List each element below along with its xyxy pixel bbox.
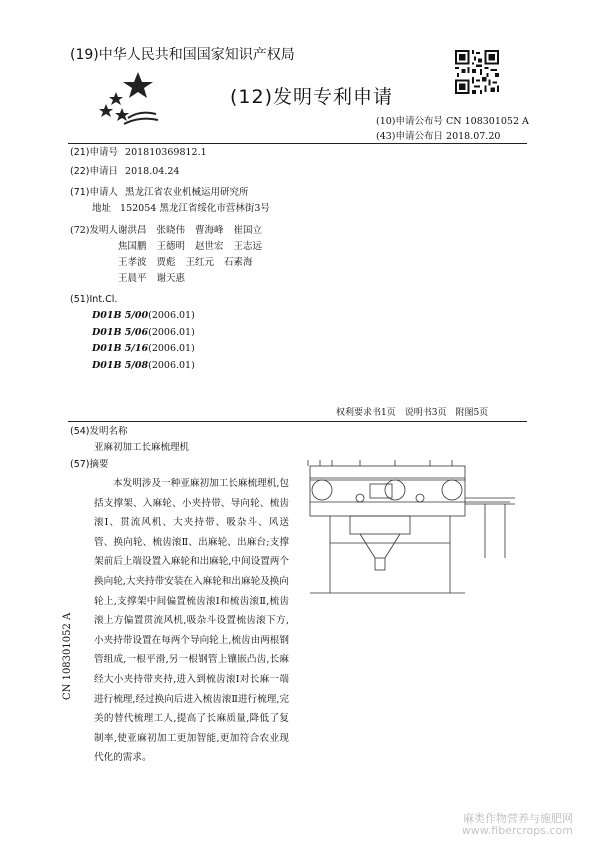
inventor-name: 谢洪昌	[118, 225, 147, 236]
abstract-label: (57)摘要	[70, 459, 109, 470]
publication-date: (43)申请公布日 2018.07.20	[376, 131, 501, 142]
inventor-name: 王孝波	[118, 257, 147, 268]
watermark-url: www.fibercrops.com	[461, 824, 573, 837]
ipc-entry	[92, 308, 195, 325]
intcl-label: (51)Int.Cl.	[70, 294, 118, 305]
inventor-name: 曹海峰	[195, 225, 224, 236]
ipc-entry	[92, 325, 195, 342]
watermark-name: 麻类作物营养与施肥网	[463, 812, 573, 825]
ipc-version: (2006.01)	[148, 359, 195, 371]
application-number-row	[70, 145, 207, 161]
inventors-line	[118, 223, 318, 239]
ipc-entry	[92, 341, 195, 358]
inventor-name: 谢天惠	[156, 273, 186, 284]
inventors-label: (72)发明人	[70, 225, 119, 236]
ipc-entry	[92, 358, 195, 375]
abstract-body	[94, 474, 289, 768]
applicant: 黑龙江省农业机械运用研究所	[125, 187, 249, 198]
inventor-name: 王德明	[156, 241, 186, 252]
application-date: 2018.04.24	[125, 166, 180, 177]
inventor-name: 王红元	[185, 257, 215, 268]
inventor-name: 王晨平	[118, 273, 147, 284]
side-publication-number: CN 108301052 A	[62, 612, 73, 700]
ipc-code: D01B 5/00	[92, 310, 149, 321]
inventors-line	[118, 239, 318, 255]
inventor-name: 张晓伟	[156, 225, 186, 236]
inventors-list	[118, 223, 318, 287]
ipc-code: D01B 5/16	[92, 343, 149, 354]
inventor-name: 王志远	[233, 241, 263, 252]
application-date-row	[70, 164, 179, 180]
inventor-name: 贾彪	[156, 257, 176, 268]
ipc-version: (2006.01)	[148, 343, 195, 354]
publication-number: (10)申请公布号 CN 108301052 A	[376, 116, 529, 127]
pages-info: 权利要求书1页 说明书3页 附图5页	[336, 408, 489, 418]
inventor-name: 石素海	[224, 257, 253, 268]
application-number-label: (21)申请号	[70, 147, 119, 158]
address: 152054 黑龙江省绥化市营林街3号	[120, 203, 270, 214]
address-label: 地址	[92, 203, 112, 214]
document-kind: (12)发明专利申请	[230, 86, 394, 108]
application-number: 201810369812.1	[125, 147, 207, 158]
applicant-label: (71)申请人	[70, 187, 119, 198]
abstract-figure	[300, 458, 525, 606]
ipc-version: (2006.01)	[148, 326, 195, 338]
invention-title: 亚麻初加工长麻梳理机	[94, 442, 190, 453]
abstract-text: 本发明涉及一种亚麻初加工长麻梳理机,包括支撑架、入麻轮、小夹持带、导向轮、梳齿滚Ⅰ、贯流风机、大夹持带、吸杂斗、风送管、换向轮、梳齿滚Ⅱ、出麻轮、出麻台;支撑架前后上端设置入麻轮和出麻轮,中间设置两个换向轮,大夹持带安装在入麻轮和出麻轮及换向轮上,支撑架中间偏置梳齿滚Ⅰ和梳齿滚Ⅱ,梳齿滚上方偏置贯流风机,吸杂斗设置梳齿滚下方,小夹持带设置在每两个导向轮上,梳齿由两根钢管组成,一根平滑,另一根钢管上镶嵌凸齿,长麻经大小夹持带夹持,进入到梳齿滚Ⅰ对长麻一端进行梳理,经过换向后进入梳齿滚Ⅱ进行梳理,完美的替代梳理工人,提高了长麻质量,降低了复制率,使亚麻初加工更加智能,更加符合农业现代化的需求。	[94, 478, 289, 764]
cnipa-emblem	[98, 70, 160, 126]
section-divider	[68, 421, 527, 422]
applicant-row	[70, 185, 249, 201]
inventor-name: 赵世宏	[195, 241, 224, 252]
address-row	[92, 201, 270, 217]
inventors-line	[118, 271, 318, 287]
office-name: (19)中华人民共和国国家知识产权局	[70, 47, 295, 63]
title-label: (54)发明名称	[70, 426, 128, 437]
ipc-code: D01B 5/06	[92, 326, 149, 338]
inventors-line	[118, 255, 318, 271]
application-date-label: (22)申请日	[70, 166, 119, 177]
ipc-version: (2006.01)	[148, 310, 195, 321]
inventor-name: 焦国鹏	[118, 241, 147, 252]
ipc-list	[92, 308, 195, 374]
inventor-name: 崔国立	[233, 225, 263, 236]
ipc-code: D01B 5/08	[92, 359, 149, 371]
header-divider	[68, 143, 527, 144]
qr-code	[455, 50, 499, 94]
